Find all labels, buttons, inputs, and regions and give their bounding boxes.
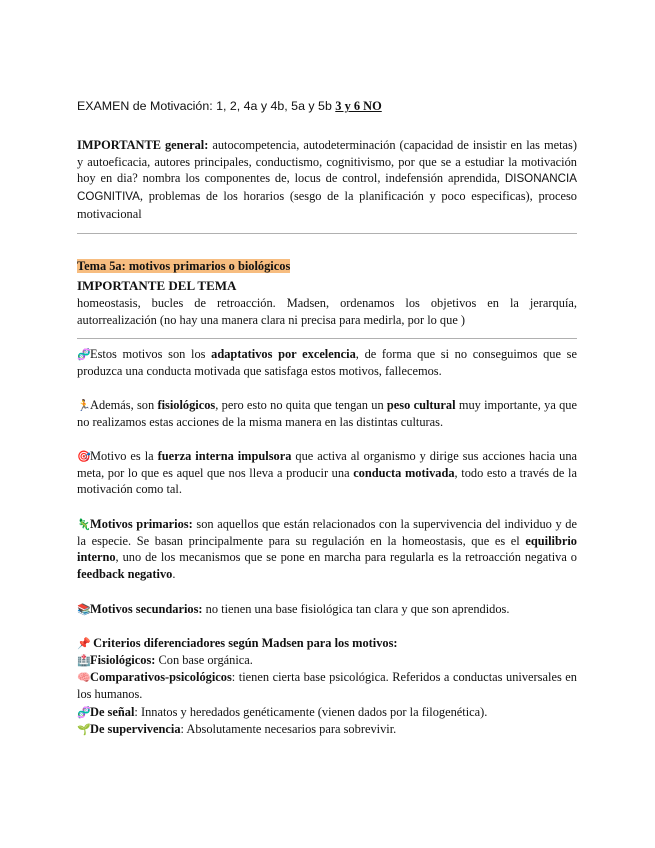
criteria-heading-text: Criterios diferenciadores según Madsen para los motivos:: [90, 636, 398, 650]
paragraph-motivos-secundarios: [77, 601, 577, 618]
dna-icon: 🧬: [77, 348, 91, 361]
p4-bold-e: feedback negativo: [77, 567, 173, 582]
paragraph-adaptativos: [77, 346, 577, 379]
lizard-icon: 🦎: [77, 518, 91, 531]
criteria-item-fisiologicos: [77, 652, 577, 669]
hospital-icon: 🏥: [77, 654, 91, 667]
criteria-item-label: De señal: [90, 705, 135, 719]
p1-text-a: Estos motivos son los: [90, 347, 212, 361]
p2-text-e: muy importante, ya que no realizamos estas acciones de la misma manera en las distintas culturas.: [77, 398, 577, 429]
p4-bold-a: Motivos primarios:: [90, 517, 193, 531]
criteria-item-supervivencia: [77, 721, 577, 738]
running-person-icon: 🏃: [77, 399, 91, 412]
brain-icon: 🧠: [77, 671, 91, 684]
p1-bold: adaptativos por excelencia: [211, 347, 356, 361]
important-general-text: autocompetencia, autodeterminación (capacidad de insistir en las metas) y autoeficacia, autores principales, conductismo, cognitivismo, por que se a estudiar la motivación hoy en dia? nombra los componentes de, locus de control, indefensión aprendida,: [77, 138, 578, 186]
criteria-item-senal: [77, 704, 577, 721]
pushpin-icon: 📌: [77, 637, 91, 650]
tema-title-highlight: Tema 5a: motivos primarios o biológicos: [77, 259, 291, 273]
criteria-item-label: Comparativos-psicológicos: [90, 670, 232, 684]
criteria-item-comparativos: [77, 669, 577, 702]
criteria-item-label: De supervivencia: [90, 722, 181, 736]
seedling-icon: 🌱: [77, 723, 91, 736]
paragraph-fisiologicos: [77, 397, 577, 430]
divider-2: [77, 338, 577, 339]
tema-important-text: homeostasis, bucles de retroacción. Madsen, ordenamos los objetivos en la jerarquía, autorrealización (no hay una manera clara ni precisa para medirla, por lo que ): [77, 296, 577, 327]
dna-signal-icon: 🧬: [77, 706, 91, 719]
criteria-item-text: : tienen cierta base psicológica. Referidos a conductas universales en los humanos.: [77, 670, 577, 701]
p4-text-d: , uno de los mecanismos que se pone en marcha para regularla es la retroacción negativa o: [115, 550, 577, 565]
p5-bold-a: Motivos secundarios:: [90, 602, 203, 616]
exam-title-emphasis: 3 y 6 NO: [335, 99, 382, 113]
p4-text-b: son aquellos que están relacionados con la supervivencia del individuo y de la especie. Se basan principalmente para su regulación en la homeostasis, que es el: [77, 517, 577, 548]
important-general-sans-text: DISONANCIA COGNITIVA: [77, 172, 577, 204]
p3-bold-d: conducta motivada: [353, 465, 455, 480]
important-general-paragraph: [77, 137, 577, 223]
criteria-item-text: : Innatos y heredados genéticamente (vienen dados por la filogenética).: [134, 705, 488, 719]
divider-1: [77, 233, 577, 234]
criteria-item-label: Fisiológicos:: [90, 653, 156, 667]
p3-text-c: que activa al organismo y dirige sus acciones hacia una meta, por lo que es aquel que nos lleva a producir una: [77, 449, 578, 480]
exam-title: [77, 98, 382, 114]
p3-bold-b: fuerza interna impulsora: [157, 449, 292, 463]
target-icon: 🎯: [77, 450, 91, 463]
paragraph-fuerza: [77, 448, 577, 498]
important-general-text-end: , problemas de los horarios (sesgo de la planificación y poco especificas), proceso motivacional: [77, 189, 577, 221]
criteria-item-text: : Absolutamente necesarios para sobrevivir.: [180, 722, 397, 736]
p2-text-a: Además, son: [90, 398, 158, 412]
p3-text-a: Motivo es la: [90, 449, 158, 463]
criteria-heading: [77, 635, 577, 652]
books-icon: 📚: [77, 603, 91, 616]
p1-text-c: , de forma que si no conseguimos que se produzca una conducta motivada que satisfaga estos motivos, fallecemos.: [77, 347, 577, 378]
tema-title: [77, 258, 577, 274]
exam-title-text: EXAMEN de Motivación: 1, 2, 4a y 4b, 5a y 5b: [77, 99, 336, 113]
p4-bold-c: equilibrio interno: [77, 533, 577, 565]
p5-text-b: no tienen una base fisiológica tan clara y que son aprendidos.: [202, 602, 510, 616]
p3-text-e: , todo esto a través de la motivación como tal.: [77, 465, 577, 497]
tema-important-heading: IMPORTANTE DEL TEMA: [77, 278, 237, 293]
paragraph-motivos-primarios: [77, 516, 577, 583]
criteria-item-text: Con base orgánica.: [155, 653, 253, 667]
p2-bold-d: peso cultural: [386, 398, 456, 412]
p2-bold-b: fisiológicos: [157, 398, 216, 412]
p4-text-f: .: [172, 567, 176, 582]
important-general-label: IMPORTANTE general:: [77, 138, 209, 152]
p2-text-c: , pero esto no quita que tengan un: [215, 398, 387, 412]
